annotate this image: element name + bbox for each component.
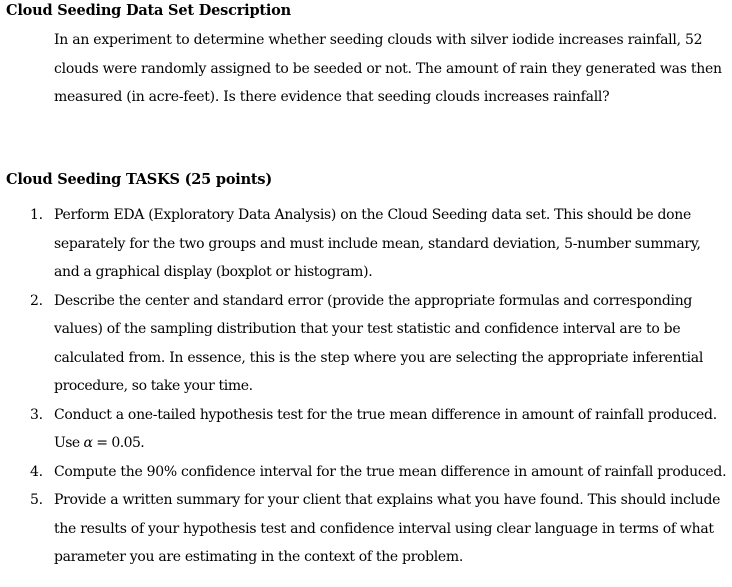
alpha-value: = 0.05. (92, 435, 145, 451)
task-item-2 (0, 287, 732, 401)
task-item-1 (0, 201, 732, 287)
task-line: and a graphical display (boxplot or histogram). (54, 264, 373, 280)
description-line: clouds were randomly assigned to be seeded or not. The amount of rain they generated was then (54, 60, 722, 77)
tasks-heading: Cloud Seeding TASKS (25 points) (6, 171, 273, 188)
task-line: calculated from. In essence, this is the step where you are selecting the appropriate inferential (54, 349, 704, 366)
alpha-line (54, 429, 732, 458)
task-line: the results of your hypothesis test and confidence interval using clear language in terms of what (54, 520, 714, 537)
description-line: measured (in acre-feet). Is there evidence that seeding clouds increases rainfall? (54, 89, 610, 105)
task-line: Describe the center and standard error (provide the appropriate formulas and corresponding (54, 292, 693, 309)
task-item-5 (0, 486, 732, 572)
description-heading: Cloud Seeding Data Set Description (6, 2, 291, 19)
task-line: separately for the two groups and must include mean, standard deviation, 5-number summary, (54, 235, 701, 252)
task-number: 2. (30, 292, 43, 309)
task-number: 3. (30, 406, 43, 423)
description-line: In an experiment to determine whether seeding clouds with silver iodide increases rainfall, 52 (54, 32, 703, 48)
description-paragraph (54, 26, 726, 112)
task-line: Compute the 90% confidence interval for the true mean difference in amount of rainfall produced. (54, 463, 727, 480)
task-number: 5. (30, 492, 43, 508)
alpha-prefix: Use (54, 435, 84, 451)
task-line: parameter you are estimating in the context of the problem. (54, 549, 463, 565)
task-item-4 (0, 458, 732, 487)
task-line: Provide a written summary for your client that explains what you have found. This should include (54, 492, 721, 508)
task-list (0, 201, 732, 572)
alpha-symbol: α (83, 435, 93, 451)
task-number: 1. (30, 207, 43, 223)
task-number: 4. (30, 463, 43, 480)
task-item-3 (0, 401, 732, 458)
task-line: procedure, so take your time. (54, 378, 253, 394)
task-line: values) of the sampling distribution that your test statistic and confidence interval are to be (54, 321, 681, 337)
task-line: Conduct a one-tailed hypothesis test for the true mean difference in amount of rainfall produced. (54, 406, 717, 423)
task-line: Perform EDA (Exploratory Data Analysis) on the Cloud Seeding data set. This should be done (54, 207, 691, 223)
